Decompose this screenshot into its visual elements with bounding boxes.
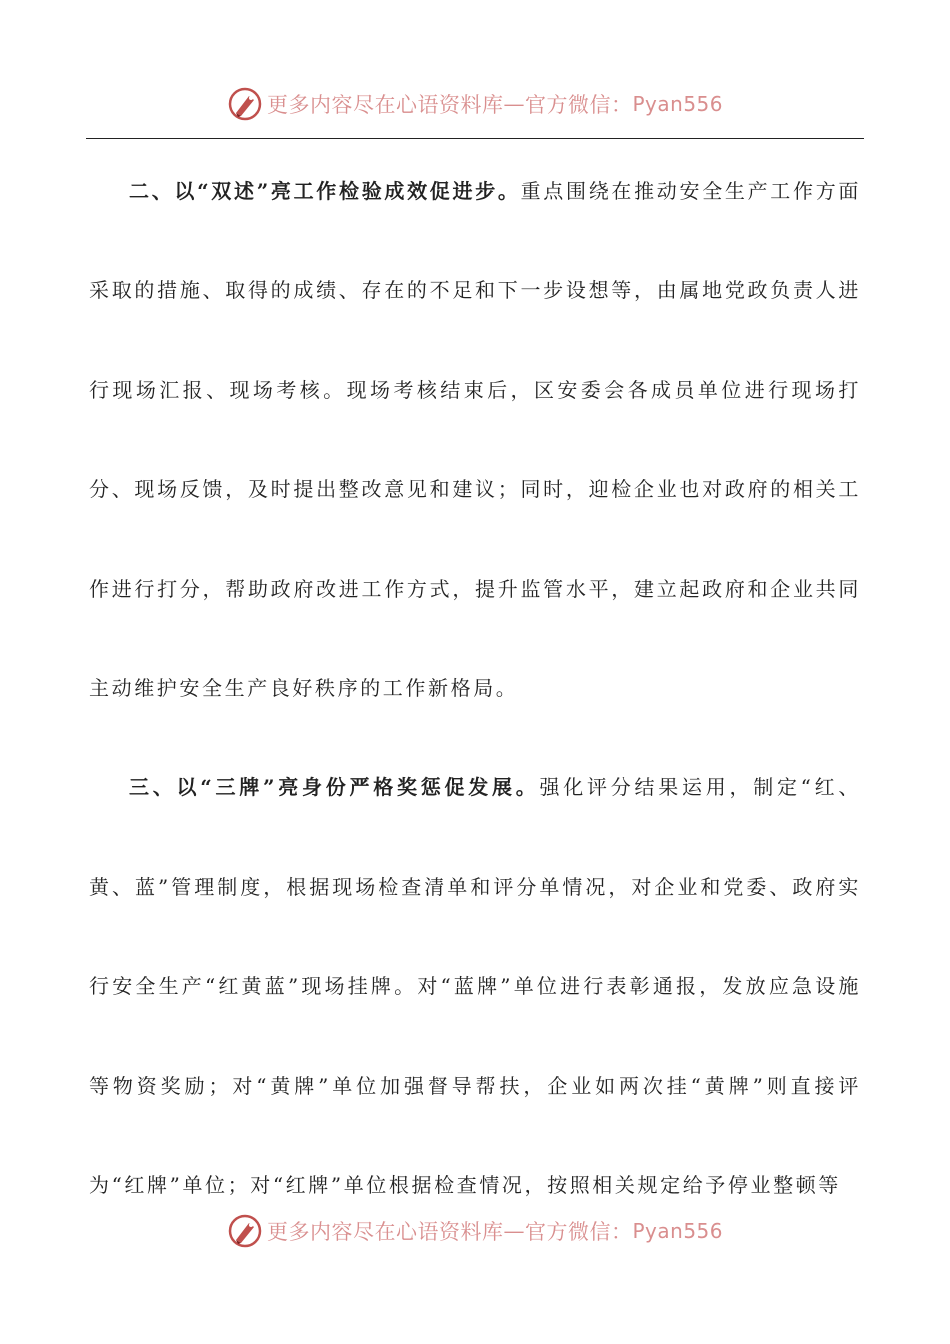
watermark-account: Pyan556 [632,1219,723,1243]
header-watermark [0,84,950,124]
watermark-account: Pyan556 [632,92,723,116]
watermark-main-text: 更多内容尽在心语资料库 [266,93,504,117]
watermark-dash: — [503,1219,525,1243]
watermark-label: 官方微信： [524,93,633,117]
watermark-label: 官方微信： [524,1220,633,1244]
pen-logo-icon [227,1213,263,1249]
header-divider [86,138,864,139]
paragraph-two [89,142,861,738]
watermark-dash: — [503,92,525,116]
watermark-main-text: 更多内容尽在心语资料库 [266,1220,504,1244]
paragraph-two-body: 重点围绕在推动安全生产工作方面采取的措施、取得的成绩、存在的不足和下一步设想等，由属地党政负责人进行现场汇报、现场考核。现场考核结束后，区安委会各成员单位进行现场打分、现场反馈，及时提出整改意见和建议；同时，迎检企业也对政府的相关工作进行打分，帮助政府改进工作方式，提升监管水平，建立起政府和企业共同主动维护安全生产良好秩序的工作新格局。 [89,179,862,701]
document-body [89,142,861,1235]
pen-logo-icon [227,86,263,122]
paragraph-three-heading: 三、以“三牌”亮身份严格奖惩促发展。 [129,775,540,800]
paragraph-two-heading: 二、以“双述”亮工作检验成效促进步。 [129,179,521,203]
paragraph-three [89,738,861,1235]
footer-watermark [0,1211,950,1251]
paragraph-three-body: 强化评分结果运用，制定“红、黄、蓝”管理制度，根据现场检查清单和评分单情况，对企业和党委、政府实行安全生产“红黄蓝”现场挂牌。对“蓝牌”单位进行表彰通报，发放应急设施等物资奖励；对“黄牌”单位加强督导帮扶，企业如两次挂“黄牌”则直接评为“红牌”单位；对“红牌”单位根据检查情况，按照相关规定给予停业整顿等 [89,775,862,1198]
